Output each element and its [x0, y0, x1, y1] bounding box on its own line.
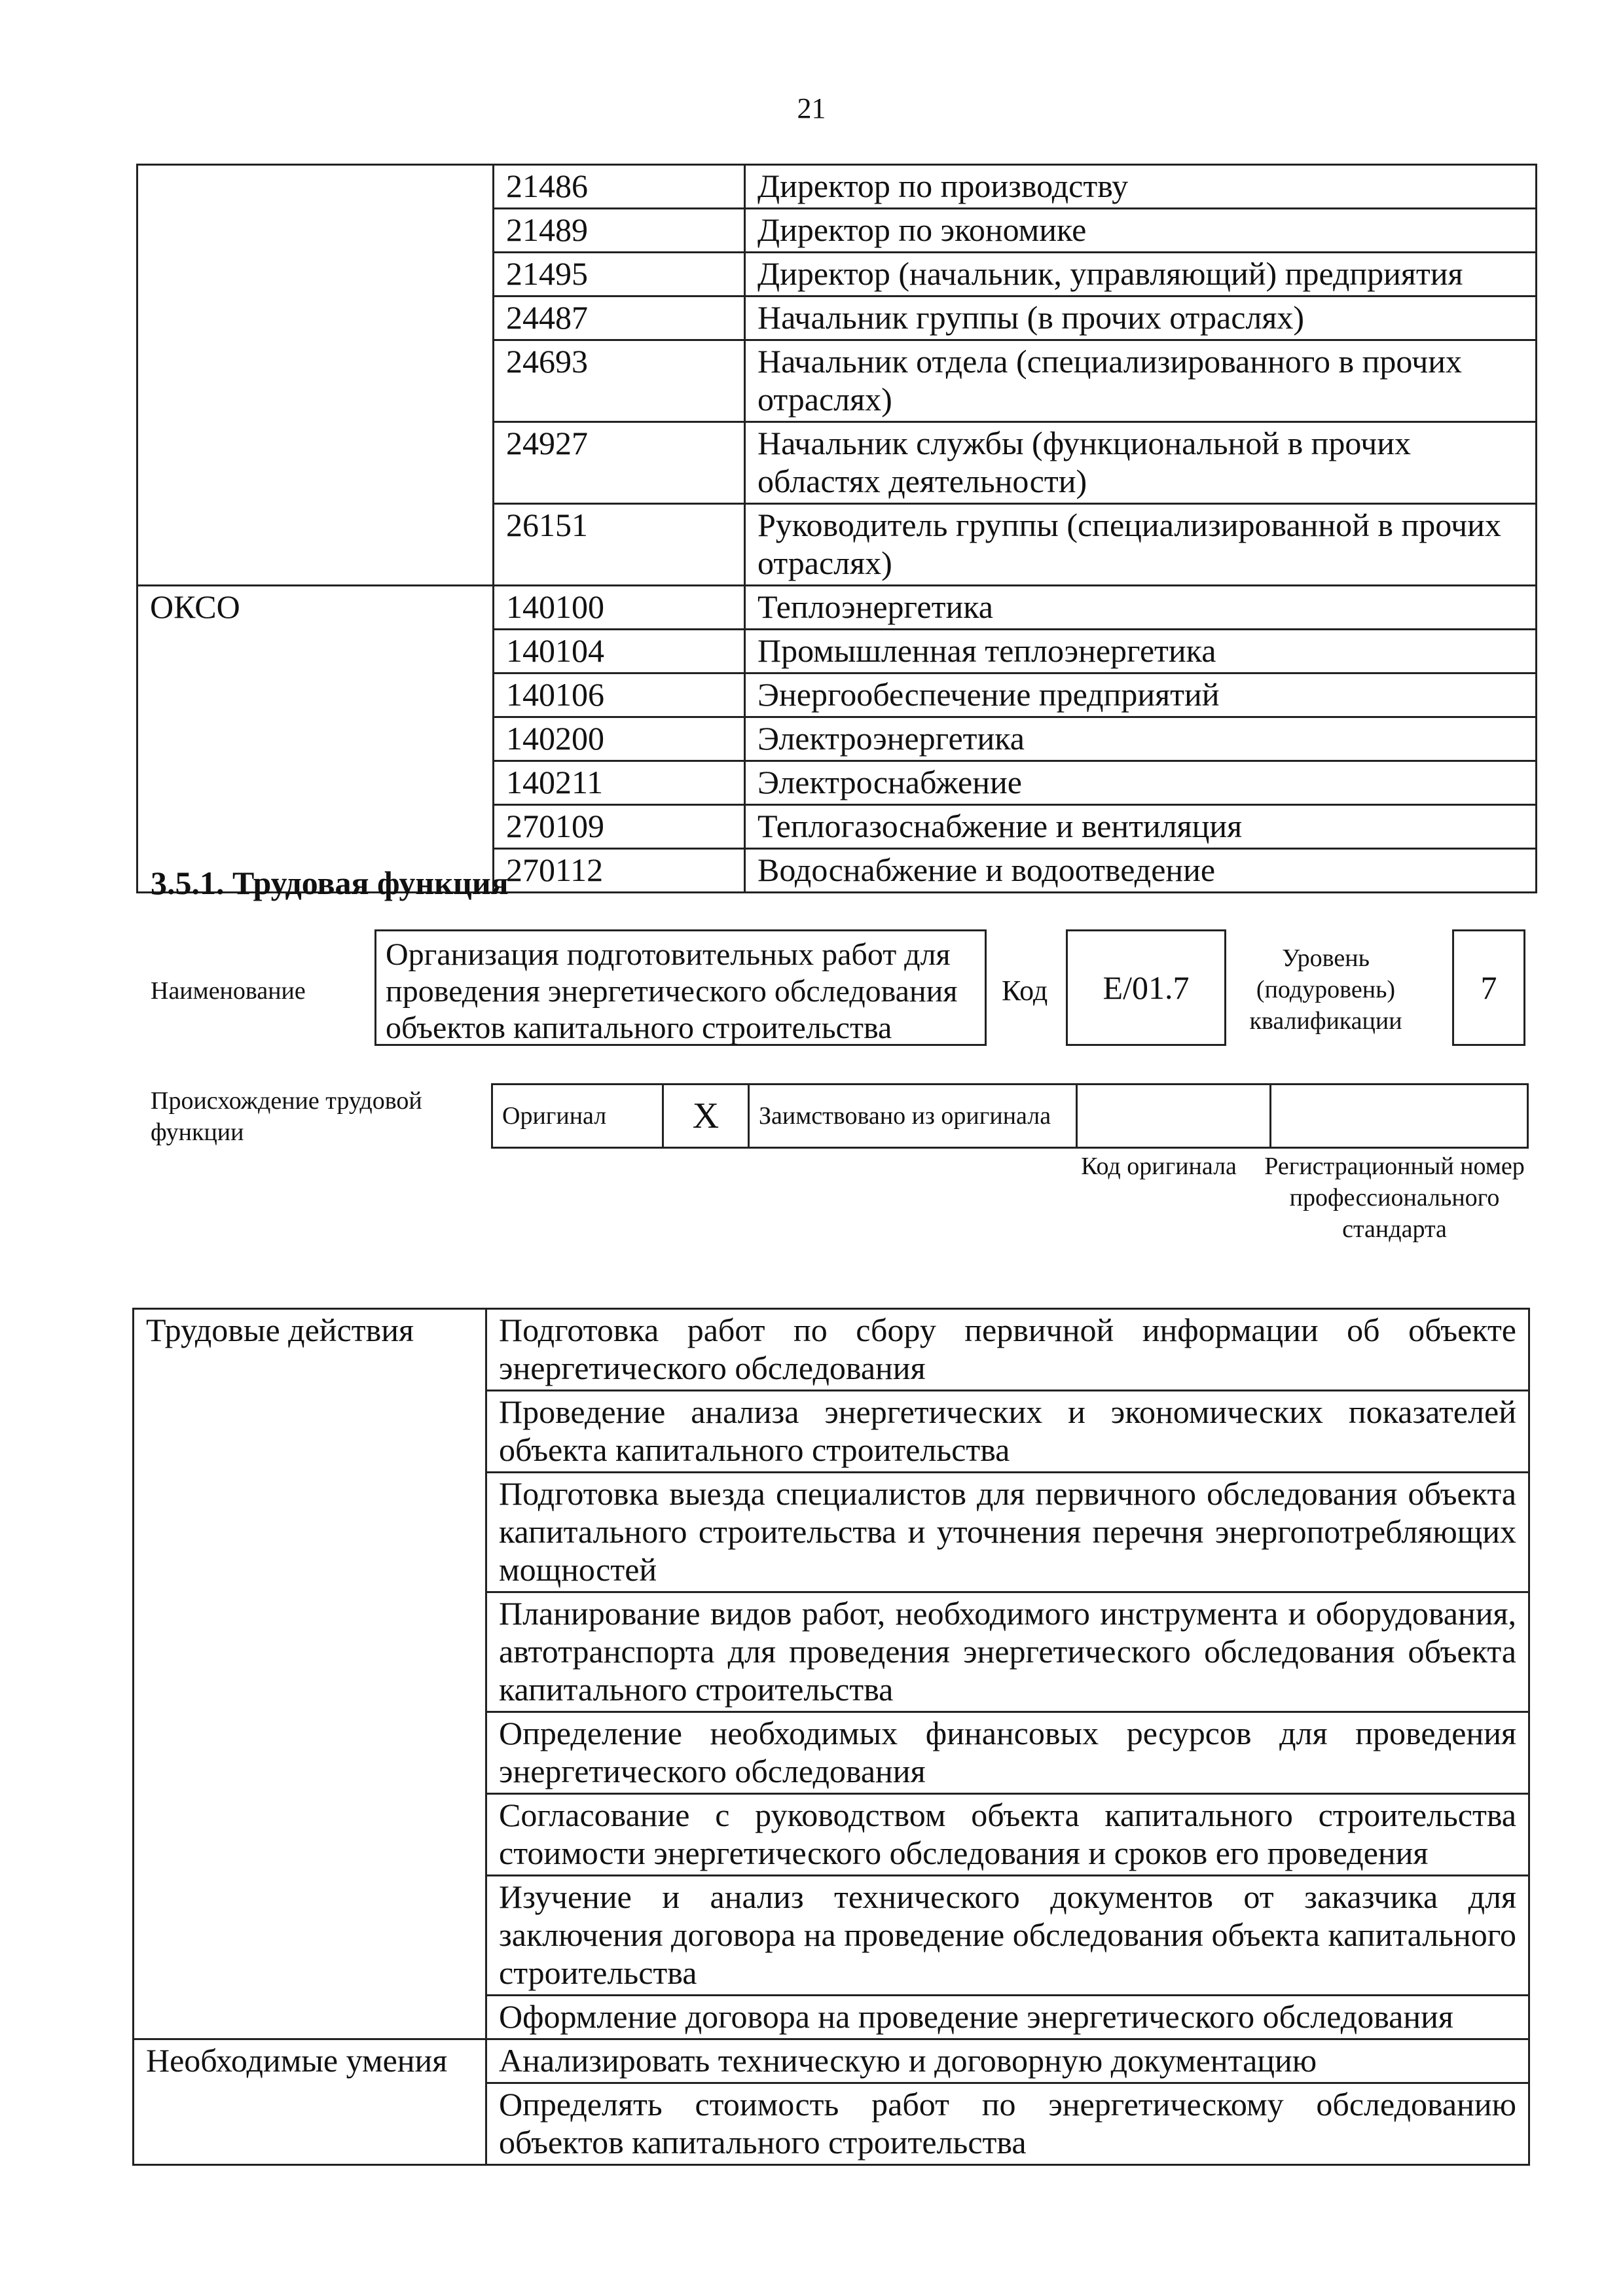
table-row — [137, 340, 1537, 422]
section-label-continuation — [134, 1592, 486, 1712]
section-label-continuation — [134, 1473, 486, 1592]
table-row — [134, 1794, 1529, 1876]
name-label: Наименование — [151, 977, 306, 1005]
table-row — [137, 805, 1537, 849]
section-label-continuation — [134, 1996, 486, 2039]
name-cell: Теплогазоснабжение и вентиляция — [745, 805, 1537, 849]
reg-number-caption: Регистрационный номер профессионального стандарта — [1264, 1153, 1525, 1243]
code-cell: 140100 — [494, 586, 745, 630]
group-label-continuation — [137, 422, 494, 504]
group-label-continuation — [137, 253, 494, 296]
codes-table — [136, 164, 1537, 893]
table-row — [134, 1309, 1529, 1391]
table-row — [134, 1876, 1529, 1996]
origin-label: Происхождение трудовой функции — [151, 1087, 422, 1146]
group-label — [137, 165, 494, 209]
group-label-continuation — [137, 340, 494, 422]
name-cell: Руководитель группы (специализированной в прочих отраслях) — [745, 504, 1537, 586]
section-label-continuation — [134, 1876, 486, 1996]
group-label-continuation — [137, 296, 494, 340]
name-cell: Начальник группы (в прочих отраслях) — [745, 296, 1537, 340]
table-row — [137, 209, 1537, 253]
table-row — [137, 717, 1537, 761]
original-code-cell — [1077, 1085, 1271, 1148]
group-label-continuation — [137, 717, 494, 761]
code-cell: 24693 — [494, 340, 745, 422]
group-label-continuation — [137, 673, 494, 717]
name-cell: Директор по производству — [745, 165, 1537, 209]
section-label-continuation — [134, 1712, 486, 1794]
group-label-continuation — [137, 504, 494, 586]
table-row — [137, 296, 1537, 340]
table-row — [134, 1712, 1529, 1794]
name-cell: Электроснабжение — [745, 761, 1537, 805]
page-number: 21 — [797, 92, 826, 124]
table-row — [137, 504, 1537, 586]
original-mark: X — [663, 1085, 749, 1148]
name-cell: Директор (начальник, управляющий) предприятия — [745, 253, 1537, 296]
code-cell: 140200 — [494, 717, 745, 761]
name-cell: Энергообеспечение предприятий — [745, 673, 1537, 717]
code-cell: 140211 — [494, 761, 745, 805]
table-row — [134, 2083, 1529, 2165]
table-row — [137, 673, 1537, 717]
table-row — [137, 253, 1537, 296]
code-cell: 140104 — [494, 630, 745, 673]
code-cell: 140106 — [494, 673, 745, 717]
code-label: Код — [1002, 975, 1048, 1007]
borrowed-label: Заимствовано из оригинала — [749, 1085, 1077, 1148]
group-label-continuation — [137, 761, 494, 805]
required-skill: Анализировать техническую и договорную документацию — [486, 2039, 1529, 2083]
code-cell: 24927 — [494, 422, 745, 504]
function-name-value: Организация подготовительных работ для проведения энергетического обследования объектов капитального строительства — [374, 929, 987, 1046]
section-label-continuation — [134, 2083, 486, 2165]
required-skill: Определять стоимость работ по энергетическому обследованию объектов капитального строительства — [486, 2083, 1529, 2165]
table-row — [134, 1592, 1529, 1712]
name-cell: Начальник отдела (специализированного в прочих отраслях) — [745, 340, 1537, 422]
original-label: Оригинал — [492, 1085, 663, 1148]
section-label-continuation — [134, 1794, 486, 1876]
name-cell: Электроэнергетика — [745, 717, 1537, 761]
code-cell: 21489 — [494, 209, 745, 253]
labor-action: Оформление договора на проведение энергетического обследования — [486, 1996, 1529, 2039]
code-cell: 24487 — [494, 296, 745, 340]
function-code-value: E/01.7 — [1066, 929, 1226, 1046]
table-row — [134, 1391, 1529, 1473]
group-label: ОКСО — [137, 586, 494, 630]
qualification-level-label: Уровень (подуровень) квалификации — [1249, 944, 1402, 1035]
name-cell: Начальник службы (функциональной в прочих областях деятельности) — [745, 422, 1537, 504]
name-cell: Промышленная теплоэнергетика — [745, 630, 1537, 673]
table-row — [137, 761, 1537, 805]
code-cell: 21486 — [494, 165, 745, 209]
labor-action: Проведение анализа энергетических и экономических показателей объекта капитального строительства — [486, 1391, 1529, 1473]
labor-action: Определение необходимых финансовых ресурсов для проведения энергетического обследования — [486, 1712, 1529, 1794]
table-row — [137, 586, 1537, 630]
labor-action: Подготовка выезда специалистов для первичного обследования объекта капитального строительства и уточнения перечня энергопотребляющих мощностей — [486, 1473, 1529, 1592]
section-heading: 3.5.1. Трудовая функция — [151, 865, 509, 901]
name-cell: Теплоэнергетика — [745, 586, 1537, 630]
labor-action: Подготовка работ по сбору первичной информации об объекте энергетического обследования — [486, 1309, 1529, 1391]
reg-number-cell — [1271, 1085, 1528, 1148]
section-label-continuation — [134, 1391, 486, 1473]
name-cell: Водоснабжение и водоотведение — [745, 849, 1537, 893]
code-cell: 270109 — [494, 805, 745, 849]
table-row — [134, 1996, 1529, 2039]
table-row — [137, 165, 1537, 209]
labor-action: Изучение и анализ технического документов от заказчика для заключения договора на проведение обследования объекта капитального строительства — [486, 1876, 1529, 1996]
code-cell: 270112 — [494, 849, 745, 893]
name-cell: Директор по экономике — [745, 209, 1537, 253]
labor-action: Планирование видов работ, необходимого инструмента и оборудования, автотранспорта для проведения энергетического обследования объекта капитального строительства — [486, 1592, 1529, 1712]
table-row — [137, 422, 1537, 504]
labor-action: Согласование с руководством объекта капитального строительства стоимости энергетического обследования и сроков его проведения — [486, 1794, 1529, 1876]
section-label: Необходимые умения — [134, 2039, 486, 2083]
group-label-continuation — [137, 209, 494, 253]
group-label-continuation — [137, 805, 494, 849]
original-code-caption: Код оригинала — [1081, 1153, 1237, 1180]
qualification-level-value: 7 — [1452, 929, 1525, 1046]
code-cell: 21495 — [494, 253, 745, 296]
code-cell: 26151 — [494, 504, 745, 586]
table-row — [134, 2039, 1529, 2083]
functions-table — [132, 1308, 1530, 2166]
section-label: Трудовые действия — [134, 1309, 486, 1391]
origin-table — [491, 1083, 1529, 1149]
table-row — [134, 1473, 1529, 1592]
table-row — [137, 630, 1537, 673]
group-label-continuation — [137, 630, 494, 673]
